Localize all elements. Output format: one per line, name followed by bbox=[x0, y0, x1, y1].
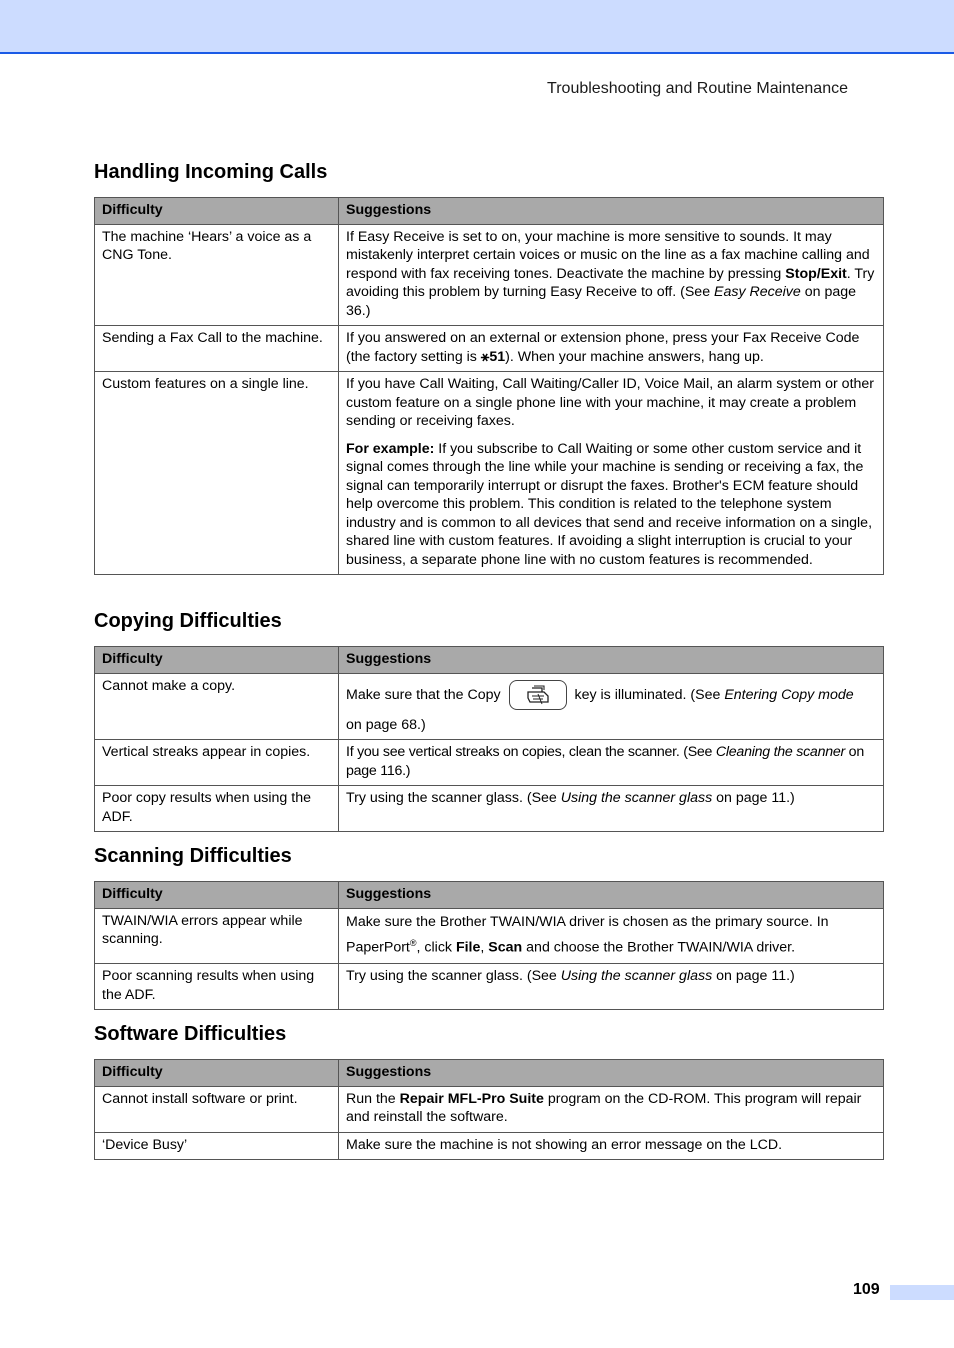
difficulty-cell: Poor scanning results when using the ADF. bbox=[95, 964, 339, 1010]
column-header-suggestions: Suggestions bbox=[339, 647, 884, 674]
troubleshooting-table bbox=[94, 197, 884, 575]
table-row bbox=[95, 224, 884, 326]
difficulty-cell: Poor copy results when using the ADF. bbox=[95, 786, 339, 832]
difficulty-cell: Vertical streaks appear in copies. bbox=[95, 740, 339, 786]
table-row bbox=[95, 964, 884, 1010]
table-row bbox=[95, 326, 884, 372]
table-row bbox=[95, 908, 884, 964]
difficulty-cell: Sending a Fax Call to the machine. bbox=[95, 326, 339, 372]
column-header-difficulty: Difficulty bbox=[95, 1060, 339, 1087]
copy-key-icon bbox=[509, 680, 567, 710]
page-number-tab bbox=[890, 1285, 954, 1300]
section-copying-difficulties bbox=[94, 609, 883, 832]
section-software-difficulties bbox=[94, 1022, 883, 1160]
section-title: Scanning Difficulties bbox=[94, 845, 292, 867]
section-scanning-difficulties bbox=[94, 844, 883, 1010]
column-header-difficulty: Difficulty bbox=[95, 882, 339, 909]
section-title: Handling Incoming Calls bbox=[94, 161, 328, 183]
suggestion-cell: Make sure that the Copy key is illuminated. (See Entering Copy mode on page 68.) bbox=[339, 673, 884, 740]
suggestion-cell: Try using the scanner glass. (See Using the scanner glass on page 11.) bbox=[339, 964, 884, 1010]
suggestion-cell: Try using the scanner glass. (See Using the scanner glass on page 11.) bbox=[339, 786, 884, 832]
difficulty-cell: ‘Device Busy’ bbox=[95, 1132, 339, 1160]
header-band bbox=[0, 0, 954, 54]
table-header-row bbox=[95, 647, 884, 674]
column-header-suggestions: Suggestions bbox=[339, 882, 884, 909]
suggestion-cell: Make sure the Brother TWAIN/WIA driver is chosen as the primary source. In PaperPort®, click File, Scan and choose the Brother TWAIN/WIA driver. bbox=[339, 908, 884, 964]
column-header-suggestions: Suggestions bbox=[339, 198, 884, 225]
troubleshooting-table bbox=[94, 1059, 884, 1160]
table-row bbox=[95, 740, 884, 786]
column-header-difficulty: Difficulty bbox=[95, 647, 339, 674]
section-title: Copying Difficulties bbox=[94, 610, 282, 632]
table-header-row bbox=[95, 882, 884, 909]
difficulty-cell: Custom features on a single line. bbox=[95, 372, 339, 575]
suggestion-cell: If you answered on an external or extension phone, press your Fax Receive Code (the factory setting is ⚹51). When your machine answers, hang up. bbox=[339, 326, 884, 372]
difficulty-cell: Cannot make a copy. bbox=[95, 673, 339, 740]
column-header-difficulty: Difficulty bbox=[95, 198, 339, 225]
table-header-row bbox=[95, 198, 884, 225]
suggestion-cell: Make sure the machine is not showing an error message on the LCD. bbox=[339, 1132, 884, 1160]
table-header-row bbox=[95, 1060, 884, 1087]
table-row bbox=[95, 372, 884, 575]
difficulty-cell: Cannot install software or print. bbox=[95, 1086, 339, 1132]
column-header-suggestions: Suggestions bbox=[339, 1060, 884, 1087]
difficulty-cell: The machine ‘Hears’ a voice as a CNG Tone. bbox=[95, 224, 339, 326]
troubleshooting-table bbox=[94, 646, 884, 832]
troubleshooting-table bbox=[94, 881, 884, 1010]
section-title: Software Difficulties bbox=[94, 1023, 287, 1045]
page-number: 109 bbox=[853, 1281, 880, 1298]
table-row bbox=[95, 1132, 884, 1160]
suggestion-cell: If you have Call Waiting, Call Waiting/Caller ID, Voice Mail, an alarm system or other custom feature on a single phone line with your machine, it may create a problem sending or receiving faxes. For example: If you subscribe to Call Waiting or some other custom service and it signal comes through the line while your machine is sending or receiving a fax, the signal can temporarily interrupt or disrupt the faxes. Brother's ECM feature should help overcome this problem. This condition is related to the telephone system industry and is common to all devices that send and receive information on a single, shared line with custom features. If avoiding a slight interruption is crucial to your business, a separate phone line with no custom features is recommended. bbox=[339, 372, 884, 575]
section-handling-incoming-calls bbox=[94, 160, 883, 575]
suggestion-cell: Run the Repair MFL-Pro Suite program on the CD-ROM. This program will repair and reinstall the software. bbox=[339, 1086, 884, 1132]
difficulty-cell: TWAIN/WIA errors appear while scanning. bbox=[95, 908, 339, 964]
table-row bbox=[95, 1086, 884, 1132]
table-row bbox=[95, 673, 884, 740]
suggestion-cell: If Easy Receive is set to on, your machine is more sensitive to sounds. It may mistakenly interpret certain voices or music on the line as a fax machine calling and respond with fax receiving tones. Deactivate the machine by pressing Stop/Exit. Try avoiding this problem by turning Easy Receive to off. (See Easy Receive on page 36.) bbox=[339, 224, 884, 326]
table-row bbox=[95, 786, 884, 832]
running-header: Troubleshooting and Routine Maintenance bbox=[547, 80, 848, 97]
suggestion-cell: If you see vertical streaks on copies, clean the scanner. (See Cleaning the scanner on page 116.) bbox=[339, 740, 884, 786]
